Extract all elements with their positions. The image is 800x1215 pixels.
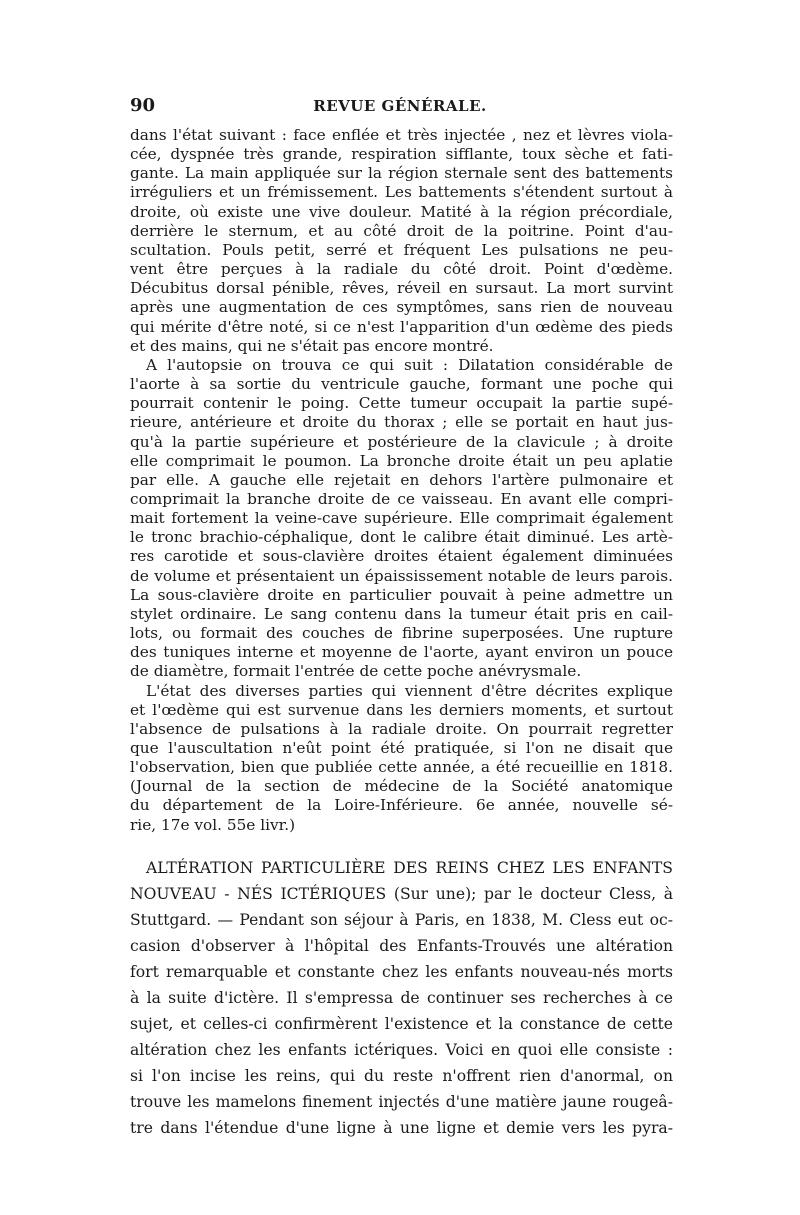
text-line: res carotide et sous-clavière droites étaient également diminuées [130, 547, 673, 566]
page-number: 90 [130, 95, 156, 116]
running-head [130, 95, 670, 119]
body-text [130, 126, 673, 1141]
text-line: qu'à la partie supérieure et postérieure de la clavicule ; à droite [130, 432, 673, 451]
text-line: l'aorte à sa sortie du ventricule gauche, formant une poche qui [130, 375, 673, 394]
text-line: et des mains, qui ne s'était pas encore montré. [130, 336, 494, 355]
text-line: mait fortement la veine-cave supérieure. Elle comprimait également [130, 509, 673, 528]
text-line: de volume et présentaient un épaississement notable de leurs parois. [130, 566, 673, 585]
section-gap [130, 835, 673, 855]
paragraph-symptoms [130, 126, 673, 356]
text-line: pourrait contenir le poing. Cette tumeur occupait la partie supé- [130, 394, 673, 413]
text-line: tre dans l'étendue d'une ligne à une ligne et demie vers les pyra- [130, 1118, 673, 1137]
text-line: du département de la Loire-Inférieure. 6e année, nouvelle sé- [130, 796, 673, 815]
text-line: à la suite d'ictère. Il s'empressa de continuer ses recherches à ce [130, 988, 673, 1007]
text-line: vent être perçues à la radiale du côté droit. Point d'œdème. [130, 260, 673, 279]
article-heading-line: ALTÉRATION PARTICULIÈRE DES REINS CHEZ LES ENFANTS [146, 858, 673, 877]
text-line: Décubitus dorsal pénible, rêves, réveil en sursaut. La mort survint [130, 279, 673, 298]
text-line: La sous-clavière droite en particulier pouvait à peine admettre un [130, 585, 673, 604]
text-line: de diamètre, formait l'entrée de cette poche anévrysmale. [130, 662, 582, 681]
text-line: stylet ordinaire. Le sang contenu dans la tumeur était pris en cail- [130, 604, 673, 623]
text-line: le tronc brachio-céphalique, dont le calibre était diminué. Les artè- [130, 528, 673, 547]
text-line: rieure, antérieure et droite du thorax ; elle se portait en haut jus- [130, 413, 673, 432]
text-line: A l'autopsie on trouva ce qui suit : Dilatation considérable de [146, 355, 673, 374]
text-line: l'absence de pulsations à la radiale droite. On pourrait regretter [130, 719, 673, 738]
text-line: qui mérite d'être noté, si ce n'est l'apparition d'un œdème des pieds [130, 317, 673, 336]
text-line: des tuniques interne et moyenne de l'aorte, ayant environ un pouce [130, 643, 673, 662]
text-line: elle comprimait le poumon. La bronche droite était un peu aplatie [130, 451, 673, 470]
text-line: dans l'état suivant : face enflée et très injectée , nez et lèvres viola- [130, 126, 673, 144]
text-line: (Journal de la section de médecine de la Société anatomique [130, 777, 673, 796]
text-line: casion d'observer à l'hôpital des Enfants-Trouvés une altération [130, 936, 673, 955]
text-line: droite, où existe une vive douleur. Matité à la région précordiale, [130, 202, 673, 221]
text-line: par elle. A gauche elle rejetait en dehors l'artère pulmonaire et [130, 470, 673, 489]
text-line: si l'on incise les reins, qui du reste n'offrent rien d'anormal, on [130, 1066, 673, 1085]
text-line: rie, 17e vol. 55e livr.) [130, 815, 296, 834]
paragraph-autopsy [130, 356, 673, 682]
text-line: que l'auscultation n'eût point été pratiquée, si l'on ne disait que [130, 739, 673, 757]
text-line: gante. La main appliquée sur la région sternale sent des battements [130, 164, 673, 183]
paragraph-kidney-alteration [130, 855, 673, 1141]
text-line: après une augmentation de ces symptômes, sans rien de nouveau [130, 298, 673, 317]
text-line: sujet, et celles-ci confirmèrent l'existence et la constance de cette [130, 1014, 673, 1033]
text-line: fort remarquable et constante chez les enfants nouveau-nés morts [130, 962, 673, 981]
text-line: et l'œdème qui est survenue dans les derniers moments, et surtout [130, 700, 673, 719]
text-line: NOUVEAU - NÉS ICTÉRIQUES (Sur une); par le docteur Cless, à [130, 884, 673, 903]
journal-title: REVUE GÉNÉRALE. [313, 97, 487, 115]
text-line: trouve les mamelons finement injectés d'une matière jaune rougeâ- [130, 1092, 673, 1111]
text-line: irréguliers et un frémissement. Les battements s'étendent surtout à [130, 183, 673, 202]
text-line: cée, dyspnée très grande, respiration sifflante, toux sèche et fati- [130, 145, 673, 164]
text-line: comprimait la branche droite de ce vaisseau. En avant elle compri- [130, 489, 673, 508]
text-line: Stuttgard. — Pendant son séjour à Paris, en 1838, M. Cless eut oc- [130, 910, 673, 929]
text-line: l'observation, bien que publiée cette année, a été recueillie en 1818. [130, 758, 673, 777]
text-line: altération chez les enfants ictériques. Voici en quoi elle consiste : [130, 1040, 673, 1059]
text-line: scultation. Pouls petit, serré et fréquent Les pulsations ne peu- [130, 240, 673, 259]
text-line: derrière le sternum, et au côté droit de la poitrine. Point d'au- [130, 221, 673, 240]
paragraph-commentary [130, 682, 673, 835]
text-line: lots, ou formait des couches de fibrine superposées. Une rupture [130, 624, 673, 643]
text-line: L'état des diverses parties qui viennent d'être décrites explique [146, 681, 673, 700]
